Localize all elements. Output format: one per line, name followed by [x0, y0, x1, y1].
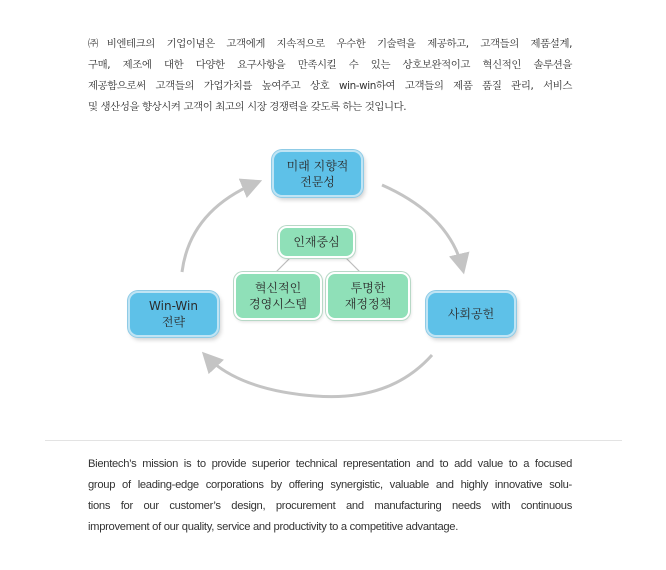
node-future-expertise [272, 150, 363, 197]
english-line: improvement of our quality, service and productivity to a competitive advantage. [88, 521, 459, 533]
node-label: Win-Win 전략 [149, 299, 198, 329]
node-label: 미래 지향적 전문성 [286, 158, 349, 189]
node-transparent-finance [326, 272, 410, 320]
section-divider [45, 440, 622, 441]
node-innovative-management [234, 272, 322, 320]
intro-line: 제공함으로써 고객들의 가업가치를 높여주고 상호 win-win하여 고객들의 제품 품질 관리, 서비스 [88, 80, 572, 92]
english-mission-text [88, 454, 572, 538]
english-line: Bientech’s mission is to provide superior technical representation and to add value to a focused [88, 458, 572, 470]
node-people-centered [278, 226, 355, 258]
arrow-social-to-winwin [205, 355, 432, 397]
connector-right [346, 258, 360, 272]
node-label: 혁신적인 경영시스템 [249, 281, 307, 311]
node-social-contribution [426, 291, 516, 337]
arrow-winwin-to-future [182, 182, 258, 272]
connector-left [276, 258, 290, 272]
node-label: 인재중심 [293, 235, 340, 249]
node-label: 투명한 재정정책 [344, 281, 392, 311]
intro-line: 구매, 제조에 대한 다양한 요구사항을 만족시킬 수 있는 상호보완적이고 혁신적인 솔루션을 [88, 59, 572, 71]
english-line: group of leading-edge corporations by offering synergistic, valuable and highly innovative solu- [88, 479, 572, 491]
intro-line: 및 생산성을 향상시켜 고객이 최고의 시장 경쟁력을 갖도록 하는 것입니다. [88, 101, 407, 113]
arrow-future-to-social [382, 185, 463, 270]
node-label: 사회공헌 [447, 307, 495, 321]
english-line: tions for our customer’s design, procurement and manufacturing needs with continuous [88, 500, 572, 512]
node-winwin-strategy [128, 291, 219, 337]
intro-line: ㈜비엔테크의 기업이념은 고객에게 지속적으로 우수한 기술력을 제공하고, 고객들의 제품설계, [88, 38, 572, 50]
